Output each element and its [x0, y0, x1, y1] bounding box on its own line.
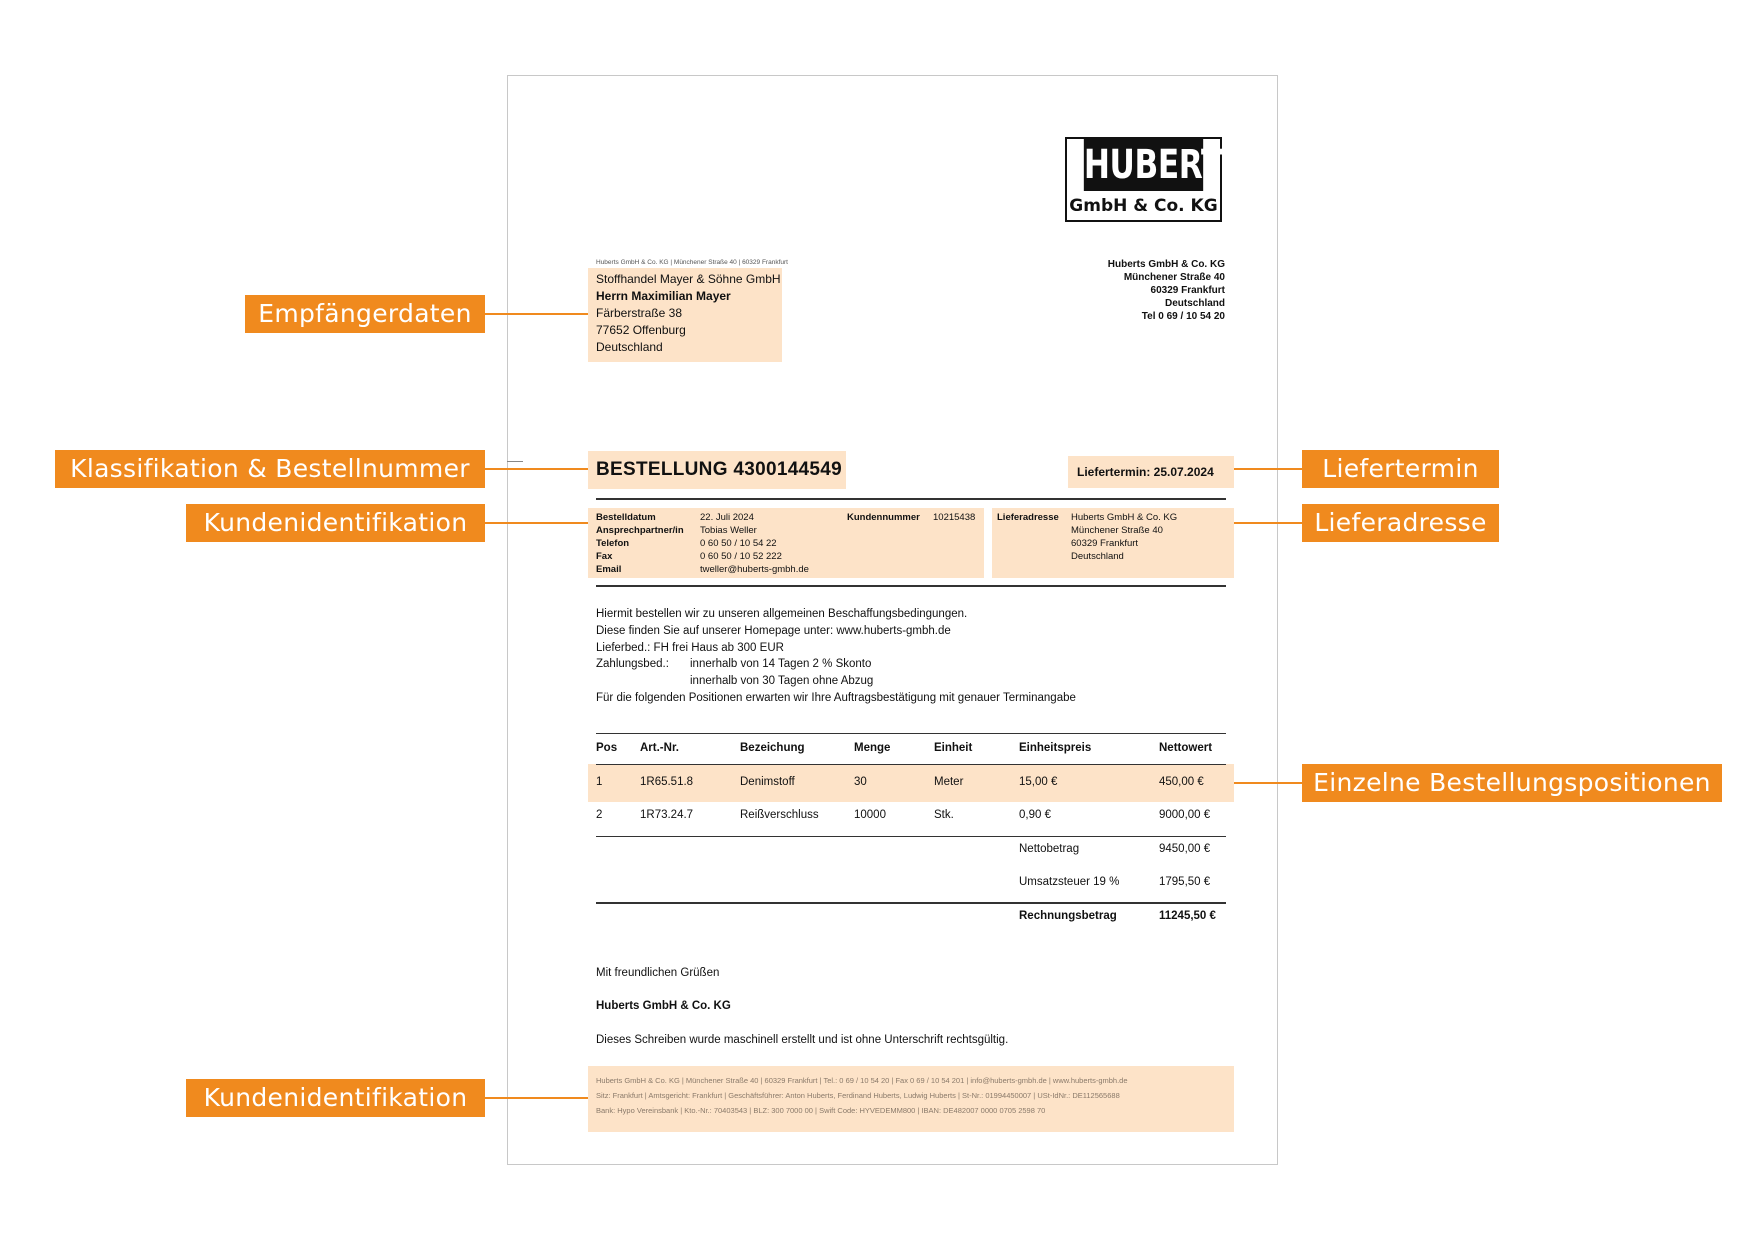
th-description: Bezeichung	[740, 742, 805, 754]
phone-label: Telefon	[596, 538, 630, 549]
th-net-value: Nettowert	[1159, 742, 1213, 754]
terms-line3: Lieferbed.: FH frei Haus ab 300 EUR	[596, 641, 784, 654]
company-name: Huberts GmbH & Co. KG	[1107, 259, 1225, 270]
order-terms	[596, 606, 1226, 707]
customer-info	[596, 511, 986, 576]
closing-greeting: Mit freundlichen Grüßen	[596, 967, 720, 979]
recipient-street: Färberstraße 38	[596, 306, 683, 320]
row1-unit-price: 15,00 €	[1019, 776, 1058, 788]
closing-note: Dieses Schreiben wurde maschinell erstellt und ist ohne Unterschrift rechtsgültig.	[596, 1034, 1009, 1046]
terms-line1: Hiermit bestellen wir zu unseren allgemeinen Beschaffungsbedingungen.	[596, 608, 968, 620]
row2-description: Reißverschluss	[740, 809, 819, 821]
recipient-address	[596, 271, 781, 356]
vat-label: Umsatzsteuer 19 %	[1019, 876, 1120, 888]
recipient-person: Herrn Maximilian Mayer	[596, 289, 731, 303]
row1-pos: 1	[596, 776, 603, 788]
header-rule-bottom	[596, 585, 1226, 587]
th-quantity: Menge	[854, 742, 891, 754]
delivery-line2: Münchener Straße 40	[1071, 525, 1163, 536]
fax-label: Fax	[596, 551, 613, 562]
company-street: Münchener Straße 40	[1123, 272, 1225, 283]
callout-customer-id: Kundenidentifikation	[186, 504, 485, 542]
vat-value: 1795,50 €	[1159, 876, 1211, 888]
recipient-city: 77652 Offenburg	[596, 323, 686, 337]
delivery-address-label: Lieferadresse	[997, 512, 1059, 523]
table-body-rule	[596, 836, 1226, 837]
contact-label: Ansprechpartner/in	[596, 525, 684, 536]
payment-label: Zahlungsbed.:	[596, 658, 669, 671]
callout-line-items: Einzelne Bestellungspositionen	[1302, 764, 1722, 802]
callout-classification: Klassifikation & Bestellnummer	[55, 450, 485, 488]
callout-delivery-address-line	[1234, 522, 1302, 524]
company-logo	[1065, 137, 1245, 222]
contact-value: Tobias Weller	[700, 525, 757, 536]
closing-company: Huberts GmbH & Co. KG	[596, 1000, 731, 1012]
terms-line2: Diese finden Sie auf unserer Homepage unter: www.huberts-gmbh.de	[596, 624, 951, 637]
net-total-label: Nettobetrag	[1019, 843, 1080, 855]
net-total-value: 9450,00 €	[1159, 843, 1211, 855]
row2-net-value: 9000,00 €	[1159, 809, 1211, 821]
header-rule-top	[596, 498, 1226, 500]
row2-unit-price: 0,90 €	[1019, 809, 1051, 821]
delivery-line4: Deutschland	[1071, 551, 1124, 562]
row1-net-value: 450,00 €	[1159, 776, 1204, 788]
callout-delivery-date: Liefertermin	[1302, 450, 1499, 488]
callout-delivery-address: Lieferadresse	[1302, 504, 1499, 542]
callout-customer-id-line	[485, 522, 588, 524]
company-phone: Tel 0 69 / 10 54 20	[1141, 311, 1225, 322]
row1-quantity: 30	[854, 776, 867, 788]
fax-value: 0 60 50 / 10 52 222	[700, 551, 782, 562]
table-header-rule	[596, 764, 1226, 765]
callout-footer-id-line	[485, 1097, 588, 1099]
footer-line1: Huberts GmbH & Co. KG | Münchener Straße 40 | 60329 Frankfurt | Tel.: 0 69 / 10 54 20 | Fax 0 69 / 10 54 201 | info@huberts-gmbh.de | www.huberts-gmbh.de	[596, 1076, 1128, 1085]
delivery-date: Liefertermin: 25.07.2024	[1077, 465, 1214, 479]
callout-classification-line	[485, 468, 588, 470]
logo-wordmark: HUBERTS	[1084, 139, 1203, 191]
th-pos: Pos	[596, 742, 618, 754]
recipient-company: Stoffhandel Mayer & Söhne GmbH	[596, 272, 781, 286]
customer-number-value: 10215438	[933, 512, 976, 523]
customer-number-label: Kundennummer	[847, 512, 920, 523]
callout-footer-id: Kundenidentifikation	[186, 1079, 485, 1117]
row2-unit: Stk.	[934, 809, 954, 821]
callout-recipient-line	[485, 313, 588, 315]
email-value: tweller@huberts-gmbh.de	[700, 564, 809, 575]
terms-line5: Für die folgenden Positionen erwarten wir Ihre Auftragsbestätigung mit genauer Terminangabe	[596, 691, 1076, 704]
fold-mark	[507, 461, 523, 462]
th-article: Art.-Nr.	[640, 742, 679, 754]
row2-pos: 2	[596, 809, 603, 821]
company-address	[1020, 258, 1225, 323]
row1-unit: Meter	[934, 776, 964, 788]
order-title: BESTELLUNG 4300144549	[596, 459, 843, 480]
company-country: Deutschland	[1164, 298, 1225, 309]
footer-line2: Sitz: Frankfurt | Amtsgericht: Frankfurt | Geschäftsführer: Anton Huberts, Ferdinand Huberts, Ludwig Huberts | St-Nr.: 01994450007 | USt-IdNr.: DE112565688	[596, 1091, 1120, 1100]
row2-quantity: 10000	[854, 809, 886, 821]
email-label: Email	[596, 564, 622, 575]
sender-return-line: Huberts GmbH & Co. KG | Münchener Straße 40 | 60329 Frankfurt	[596, 259, 788, 266]
callout-recipient: Empfängerdaten	[245, 295, 485, 333]
table-total-rule	[596, 902, 1226, 904]
order-date-label: Bestelldatum	[596, 512, 656, 523]
payment-term-2: innerhalb von 30 Tagen ohne Abzug	[690, 675, 874, 688]
delivery-line1: Huberts GmbH & Co. KG	[1071, 512, 1178, 523]
th-unit: Einheit	[934, 742, 973, 754]
delivery-address	[997, 511, 1227, 563]
order-date-value: 22. Juli 2024	[700, 512, 754, 523]
document-footer	[596, 1073, 1128, 1118]
company-city: 60329 Frankfurt	[1150, 285, 1225, 296]
phone-value: 0 60 50 / 10 54 22	[700, 538, 777, 549]
delivery-line3: 60329 Frankfurt	[1071, 538, 1139, 549]
callout-line-items-line	[1234, 782, 1302, 784]
th-unit-price: Einheitspreis	[1019, 742, 1092, 754]
footer-line3: Bank: Hypo Vereinsbank | Kto.-Nr.: 70403543 | BLZ: 300 7000 00 | Swift Code: HYVEDEMM800 | IBAN: DE482007 0000 0705 2598 70	[596, 1106, 1046, 1115]
row1-article: 1R65.51.8	[640, 776, 694, 788]
logo-subline: GmbH & Co. KG	[1069, 196, 1218, 216]
callout-delivery-date-line	[1234, 468, 1302, 470]
table-rule-top	[596, 733, 1226, 734]
grand-total-value: 11245,50 €	[1159, 910, 1216, 922]
row2-article: 1R73.24.7	[640, 809, 694, 821]
row1-description: Denimstoff	[740, 776, 795, 788]
recipient-country: Deutschland	[596, 340, 663, 354]
payment-term-1: innerhalb von 14 Tagen 2 % Skonto	[690, 658, 872, 671]
grand-total-label: Rechnungsbetrag	[1019, 910, 1117, 922]
